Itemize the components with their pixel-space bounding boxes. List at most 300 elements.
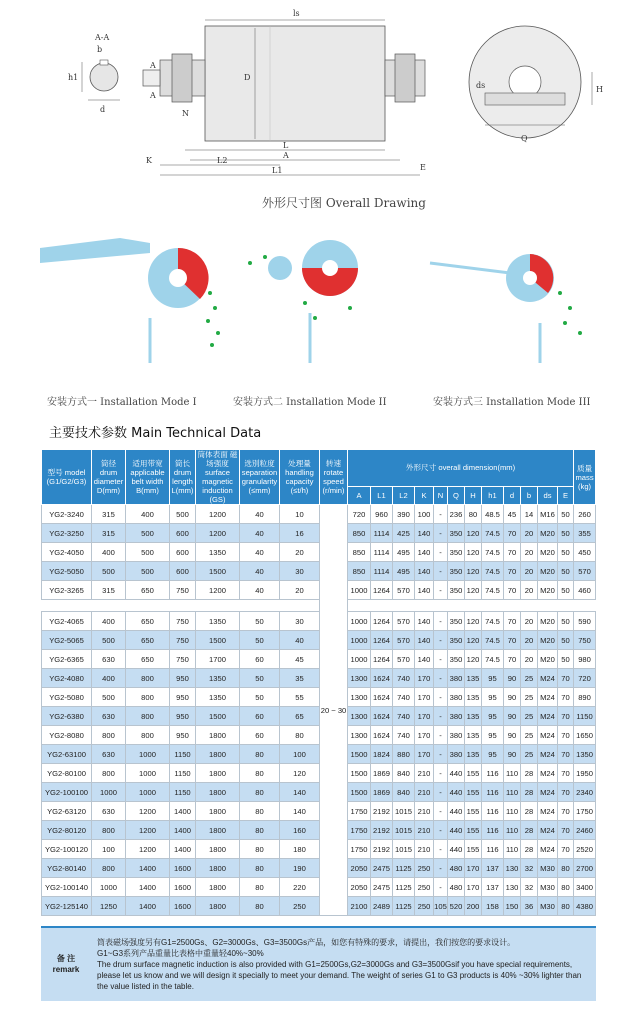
- label-L1: L1: [272, 166, 283, 175]
- model-cell: YG2-80140: [42, 859, 92, 878]
- table-cell: 100: [280, 745, 320, 764]
- table-cell: 40: [240, 505, 280, 524]
- table-row: [42, 688, 596, 707]
- table-cell: 850: [348, 524, 371, 543]
- table-row: [42, 840, 596, 859]
- table-cell: 95: [482, 688, 504, 707]
- table-cell: 440: [448, 764, 465, 783]
- table-cell: 480: [448, 859, 465, 878]
- table-cell: 800: [92, 764, 126, 783]
- table-cell: 950: [170, 688, 196, 707]
- table-cell: 1350: [196, 612, 240, 631]
- table-cell: 70: [558, 669, 574, 688]
- table-cell: 28: [521, 840, 538, 859]
- model-cell: YG2-8080: [42, 726, 92, 745]
- table-cell: M20: [538, 631, 558, 650]
- table-cell: 110: [504, 821, 521, 840]
- header-dim-ds: ds: [538, 486, 558, 504]
- table-cell: 630: [92, 707, 126, 726]
- table-cell: 80: [240, 859, 280, 878]
- model-cell: YG2-6380: [42, 707, 92, 726]
- table-cell: 220: [280, 878, 320, 897]
- table-cell: 800: [92, 859, 126, 878]
- table-row: [42, 669, 596, 688]
- table-cell: 25: [521, 669, 538, 688]
- table-cell: 50: [558, 524, 574, 543]
- table-cell: 70: [504, 612, 521, 631]
- table-cell: 1800: [196, 764, 240, 783]
- label-E: E: [420, 163, 426, 172]
- table-cell: 1800: [196, 859, 240, 878]
- installation-mode-1-label: 安装方式一 Installation Mode I: [47, 397, 197, 408]
- table-cell: 800: [92, 821, 126, 840]
- table-cell: 74.5: [482, 650, 504, 669]
- header-overall-dimension: 外形尺寸 overall dimension(mm): [348, 450, 574, 487]
- table-cell: 140: [415, 581, 434, 600]
- table-cell: 1824: [371, 745, 393, 764]
- table-cell: 120: [465, 543, 482, 562]
- table-cell: -: [434, 688, 448, 707]
- table-cell: 750: [170, 650, 196, 669]
- speed-cell: 20 ~ 30: [320, 505, 348, 916]
- table-cell: 90: [504, 688, 521, 707]
- table-cell: -: [434, 802, 448, 821]
- table-cell: 1350: [196, 688, 240, 707]
- table-cell: 250: [415, 878, 434, 897]
- table-cell: 720: [348, 505, 371, 524]
- table-cell: 450: [574, 543, 596, 562]
- table-cell: 116: [482, 783, 504, 802]
- table-cell: 800: [126, 669, 170, 688]
- table-cell: 95: [482, 745, 504, 764]
- table-cell: 1300: [348, 669, 371, 688]
- table-cell: 2460: [574, 821, 596, 840]
- table-cell: M16: [538, 505, 558, 524]
- table-cell: 650: [126, 581, 170, 600]
- table-cell: 30: [280, 612, 320, 631]
- table-cell: 350: [448, 612, 465, 631]
- table-cell: -: [434, 581, 448, 600]
- header-drum-diameter: 筒径 drum diameter D(mm): [92, 450, 126, 505]
- table-cell: 250: [280, 897, 320, 916]
- table-cell: 950: [170, 726, 196, 745]
- table-cell: 90: [504, 707, 521, 726]
- table-cell: 2475: [371, 859, 393, 878]
- table-cell: 190: [280, 859, 320, 878]
- table-cell: 1624: [371, 707, 393, 726]
- table-cell: -: [434, 783, 448, 802]
- table-cell: 35: [280, 669, 320, 688]
- table-cell: 20: [280, 543, 320, 562]
- table-cell: 25: [521, 707, 538, 726]
- table-cell: 74.5: [482, 562, 504, 581]
- label-A-dim: A: [283, 151, 289, 160]
- remark-cn-line-2: G1~G3系列产品重量比表格中重量轻40%~30%: [97, 949, 264, 958]
- table-cell: 140: [415, 562, 434, 581]
- table-cell: M24: [538, 688, 558, 707]
- installation-mode-2-diagram: [220, 233, 420, 373]
- table-cell: 1500: [196, 631, 240, 650]
- table-cell: 70: [558, 764, 574, 783]
- table-cell: 1600: [170, 897, 196, 916]
- table-cell: 20: [521, 543, 538, 562]
- technical-data-table: [41, 449, 596, 916]
- table-cell: 28: [521, 821, 538, 840]
- table-cell: 30: [280, 562, 320, 581]
- table-cell: 350: [448, 543, 465, 562]
- table-cell: 50: [558, 631, 574, 650]
- table-cell: 500: [126, 543, 170, 562]
- table-cell: 1800: [196, 745, 240, 764]
- table-cell: 1800: [196, 840, 240, 859]
- table-cell: 140: [415, 543, 434, 562]
- table-cell: 170: [415, 707, 434, 726]
- table-cell: 1150: [170, 783, 196, 802]
- table-cell: 74.5: [482, 612, 504, 631]
- table-cell: 350: [448, 650, 465, 669]
- table-cell: 1125: [393, 878, 415, 897]
- table-cell: 150: [504, 897, 521, 916]
- table-cell: 74.5: [482, 543, 504, 562]
- table-cell: 135: [465, 745, 482, 764]
- table-cell: 28: [521, 802, 538, 821]
- table-cell: -: [434, 745, 448, 764]
- table-cell: 28: [521, 764, 538, 783]
- label-A-bottom: A: [150, 91, 156, 100]
- table-row: [42, 505, 596, 524]
- table-cell: 120: [465, 524, 482, 543]
- model-cell: YG2-80120: [42, 821, 92, 840]
- table-cell: 1600: [170, 859, 196, 878]
- table-cell: 495: [393, 562, 415, 581]
- table-cell: 90: [504, 745, 521, 764]
- table-row: [42, 631, 596, 650]
- table-cell: 390: [393, 505, 415, 524]
- table-cell: 500: [126, 562, 170, 581]
- table-row: [42, 581, 596, 600]
- model-cell: YG2-4050: [42, 543, 92, 562]
- table-cell: 600: [170, 562, 196, 581]
- model-cell: YG2-63120: [42, 802, 92, 821]
- header-granularity: 选別粒度 separation granularity (≤mm): [240, 450, 280, 505]
- table-cell: 155: [465, 783, 482, 802]
- table-cell: 32: [521, 878, 538, 897]
- model-cell: YG2-125140: [42, 897, 92, 916]
- table-cell: 1114: [371, 543, 393, 562]
- table-cell: 1200: [196, 524, 240, 543]
- table-cell: 16: [280, 524, 320, 543]
- table-cell: 440: [448, 783, 465, 802]
- table-cell: 70: [558, 783, 574, 802]
- table-cell: 590: [574, 612, 596, 631]
- table-cell: 1700: [196, 650, 240, 669]
- table-cell: 210: [415, 802, 434, 821]
- table-cell: 50: [558, 581, 574, 600]
- table-cell: -: [434, 707, 448, 726]
- table-row: [42, 802, 596, 821]
- table-cell: 1800: [196, 821, 240, 840]
- table-cell: M24: [538, 821, 558, 840]
- table-cell: 80: [558, 859, 574, 878]
- table-cell: 1800: [196, 726, 240, 745]
- table-cell: M24: [538, 783, 558, 802]
- table-cell: 70: [558, 802, 574, 821]
- table-cell: 25: [521, 745, 538, 764]
- table-cell: 1114: [371, 562, 393, 581]
- table-cell: 1000: [126, 783, 170, 802]
- table-cell: 1624: [371, 669, 393, 688]
- section-aa-view: [68, 33, 120, 114]
- table-cell: -: [434, 524, 448, 543]
- header-dim-a: A: [348, 486, 371, 504]
- table-cell: 170: [415, 745, 434, 764]
- table-cell: 350: [448, 631, 465, 650]
- table-cell: M20: [538, 581, 558, 600]
- table-cell: 380: [448, 707, 465, 726]
- table-cell: 210: [415, 821, 434, 840]
- table-cell: 25: [521, 688, 538, 707]
- table-cell: 1650: [574, 726, 596, 745]
- table-cell: 630: [92, 650, 126, 669]
- header-speed: 转速 rotate speed (r/min): [320, 450, 348, 505]
- table-cell: 135: [465, 707, 482, 726]
- table-cell: 2700: [574, 859, 596, 878]
- table-cell: 25: [521, 726, 538, 745]
- label-d: d: [100, 105, 106, 114]
- table-cell: 120: [465, 581, 482, 600]
- header-dim-b: b: [521, 486, 538, 504]
- table-cell: 260: [574, 505, 596, 524]
- table-cell: -: [434, 878, 448, 897]
- side-view: [143, 9, 426, 175]
- table-cell: 355: [574, 524, 596, 543]
- table-cell: 1400: [170, 802, 196, 821]
- table-cell: 950: [170, 707, 196, 726]
- table-cell: 1264: [371, 631, 393, 650]
- table-cell: 170: [415, 669, 434, 688]
- table-cell: 140: [415, 631, 434, 650]
- table-row: [42, 764, 596, 783]
- table-cell: 40: [240, 581, 280, 600]
- table-cell: 750: [574, 631, 596, 650]
- table-cell: 1750: [348, 802, 371, 821]
- table-cell: 425: [393, 524, 415, 543]
- table-cell: 400: [92, 543, 126, 562]
- table-cell: 840: [393, 783, 415, 802]
- table-cell: 1800: [196, 783, 240, 802]
- table-row: [42, 745, 596, 764]
- label-aa: A-A: [95, 33, 110, 42]
- table-cell: 70: [558, 707, 574, 726]
- table-cell: 95: [482, 726, 504, 745]
- table-cell: 80: [240, 764, 280, 783]
- table-cell: 4380: [574, 897, 596, 916]
- table-cell: 160: [280, 821, 320, 840]
- table-cell: 2475: [371, 878, 393, 897]
- table-cell: 70: [558, 745, 574, 764]
- table-cell: M24: [538, 745, 558, 764]
- table-cell: 1264: [371, 581, 393, 600]
- table-row: [42, 897, 596, 916]
- model-cell: YG2-63100: [42, 745, 92, 764]
- table-cell: 1400: [126, 878, 170, 897]
- table-cell: 250: [415, 859, 434, 878]
- table-cell: 2520: [574, 840, 596, 859]
- table-cell: -: [434, 505, 448, 524]
- table-cell: 80: [240, 745, 280, 764]
- table-cell: 80: [465, 505, 482, 524]
- table-cell: 750: [170, 581, 196, 600]
- table-cell: 50: [240, 612, 280, 631]
- table-cell: M30: [538, 897, 558, 916]
- table-cell: 400: [92, 612, 126, 631]
- header-dim-k: K: [415, 486, 434, 504]
- table-cell: 90: [504, 726, 521, 745]
- table-cell: 570: [393, 650, 415, 669]
- table-cell: 65: [280, 707, 320, 726]
- table-cell: 135: [465, 669, 482, 688]
- table-cell: 350: [448, 581, 465, 600]
- table-cell: 740: [393, 669, 415, 688]
- table-cell: 750: [170, 631, 196, 650]
- table-cell: 1125: [393, 897, 415, 916]
- table-cell: 1750: [574, 802, 596, 821]
- table-cell: 1750: [348, 840, 371, 859]
- installation-mode-3-diagram: [420, 233, 620, 373]
- table-cell: 200: [465, 897, 482, 916]
- table-cell: 2489: [371, 897, 393, 916]
- table-cell: 130: [504, 859, 521, 878]
- table-cell: 95: [482, 669, 504, 688]
- table-cell: 135: [465, 726, 482, 745]
- model-cell: YG2-3250: [42, 524, 92, 543]
- table-cell: 1015: [393, 821, 415, 840]
- table-cell: 70: [558, 821, 574, 840]
- table-cell: 180: [280, 840, 320, 859]
- table-cell: 1150: [170, 745, 196, 764]
- table-cell: 1150: [574, 707, 596, 726]
- table-cell: M20: [538, 524, 558, 543]
- table-cell: 14: [521, 505, 538, 524]
- header-mass: 质量 mass (kg): [574, 450, 596, 505]
- table-cell: 50: [558, 650, 574, 669]
- table-cell: 1000: [126, 745, 170, 764]
- table-cell: -: [434, 840, 448, 859]
- table-cell: 70: [504, 581, 521, 600]
- table-cell: 20: [521, 524, 538, 543]
- table-cell: 116: [482, 764, 504, 783]
- table-cell: 80: [240, 878, 280, 897]
- table-cell: 120: [465, 650, 482, 669]
- table-cell: 80: [240, 821, 280, 840]
- table-cell: 1200: [196, 505, 240, 524]
- label-H: H: [596, 85, 603, 94]
- table-cell: 850: [348, 543, 371, 562]
- table-cell: 1264: [371, 612, 393, 631]
- table-cell: 210: [415, 783, 434, 802]
- table-cell: M24: [538, 669, 558, 688]
- table-cell: 140: [280, 783, 320, 802]
- table-cell: 70: [504, 543, 521, 562]
- table-cell: -: [434, 726, 448, 745]
- table-cell: -: [434, 631, 448, 650]
- remark-text: [97, 937, 592, 992]
- table-cell: 750: [170, 612, 196, 631]
- table-cell: 1300: [348, 688, 371, 707]
- table-row: [42, 821, 596, 840]
- table-cell: 800: [126, 707, 170, 726]
- table-cell: 155: [465, 840, 482, 859]
- table-cell: 2100: [348, 897, 371, 916]
- table-cell: 105: [434, 897, 448, 916]
- table-cell: 1150: [170, 764, 196, 783]
- table-cell: 1624: [371, 726, 393, 745]
- table-cell: 135: [465, 688, 482, 707]
- table-cell: 20: [280, 581, 320, 600]
- model-cell: YG2-80100: [42, 764, 92, 783]
- table-cell: M30: [538, 878, 558, 897]
- installation-mode-2-label: 安装方式二 Installation Mode II: [233, 397, 387, 408]
- table-cell: 110: [504, 840, 521, 859]
- table-cell: 45: [504, 505, 521, 524]
- table-cell: 155: [465, 821, 482, 840]
- table-cell: 140: [280, 802, 320, 821]
- table-cell: 3400: [574, 878, 596, 897]
- table-cell: 1600: [170, 878, 196, 897]
- table-cell: 80: [240, 783, 280, 802]
- model-cell: YG2-3265: [42, 581, 92, 600]
- table-cell: M20: [538, 562, 558, 581]
- table-cell: 50: [240, 669, 280, 688]
- table-row: [42, 783, 596, 802]
- table-cell: 1350: [196, 669, 240, 688]
- table-cell: 980: [574, 650, 596, 669]
- table-cell: 70: [558, 840, 574, 859]
- remark-label: 备 注 remark: [52, 954, 80, 974]
- table-cell: 400: [126, 505, 170, 524]
- table-cell: -: [434, 859, 448, 878]
- table-cell: 495: [393, 543, 415, 562]
- table-cell: 520: [448, 897, 465, 916]
- table-cell: 1015: [393, 802, 415, 821]
- table-cell: 120: [465, 612, 482, 631]
- table-cell: -: [434, 669, 448, 688]
- table-cell: 1200: [196, 581, 240, 600]
- table-cell: 1300: [348, 726, 371, 745]
- table-cell: 60: [240, 707, 280, 726]
- installation-mode-1-diagram: [40, 233, 240, 373]
- table-cell: 80: [240, 897, 280, 916]
- table-cell: -: [434, 821, 448, 840]
- table-cell: 2192: [371, 840, 393, 859]
- table-cell: 1400: [126, 859, 170, 878]
- table-cell: 170: [415, 726, 434, 745]
- table-cell: 137: [482, 878, 504, 897]
- table-cell: M20: [538, 543, 558, 562]
- end-view: [469, 26, 603, 143]
- model-cell: YG2-4080: [42, 669, 92, 688]
- table-cell: 36: [521, 897, 538, 916]
- table-cell: 400: [92, 669, 126, 688]
- table-row: [42, 650, 596, 669]
- table-cell: 80: [558, 878, 574, 897]
- table-cell: 95: [482, 707, 504, 726]
- table-cell: 2192: [371, 802, 393, 821]
- table-row: [42, 562, 596, 581]
- table-cell: M24: [538, 726, 558, 745]
- table-cell: 1264: [371, 650, 393, 669]
- table-cell: 1000: [126, 764, 170, 783]
